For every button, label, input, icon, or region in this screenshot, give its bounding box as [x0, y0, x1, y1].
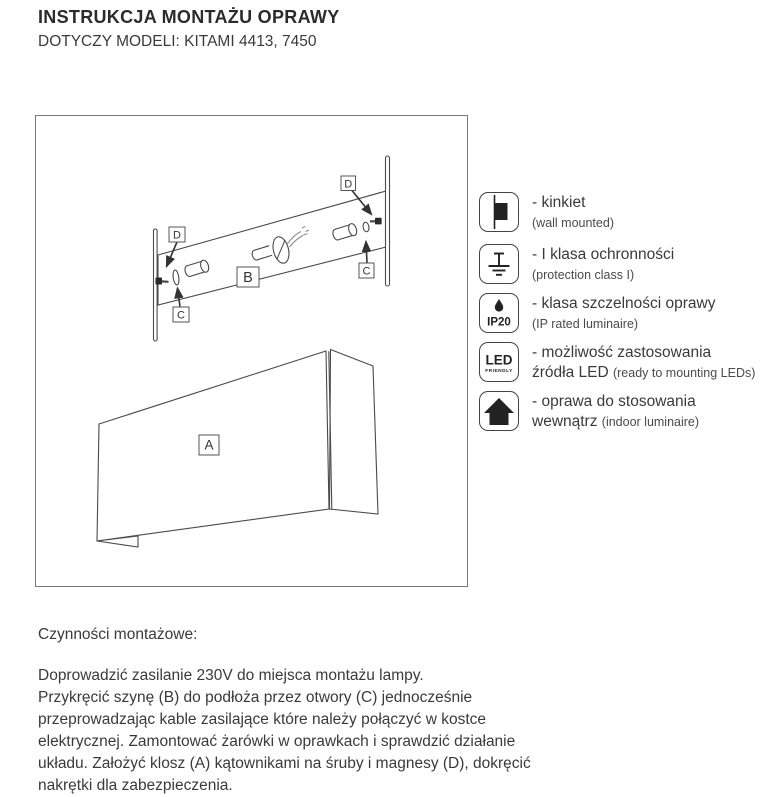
legend-label: - klasa szczelności oprawy [532, 294, 715, 314]
label-d-right: D [344, 179, 352, 191]
rail-end-plate-right [386, 156, 390, 286]
steps-line: przeprowadzając kable zasilające które należy połączyć w kostce [38, 709, 531, 731]
assembly-steps-heading: Czynności montażowe: [38, 626, 197, 644]
legend-row-indoor: - oprawa do stosowania wewnątrz (indoor luminaire) [479, 391, 699, 432]
legend-row-wall-mounted [479, 192, 614, 233]
legend-sublabel: (IP rated luminaire) [532, 317, 638, 331]
legend-label: - I klasa ochronności [532, 245, 674, 265]
rail-end-plate-left [154, 229, 158, 341]
legend-sublabel: (protection class I) [532, 268, 634, 282]
water-drop-icon [495, 299, 503, 312]
page-title: INSTRUKCJA MONTAŻU OPRAWY [38, 7, 340, 28]
assembly-diagram [35, 115, 468, 587]
led-text: LED [486, 353, 513, 368]
wall-mounted-icon [479, 192, 519, 232]
ip-rating-icon [479, 293, 519, 333]
page-subtitle: DOTYCZY MODELI: KITAMI 4413, 7450 [38, 33, 317, 51]
assembly-diagram-drawing [36, 116, 467, 586]
steps-line: nakrętki dla zabezpieczenia. [38, 775, 531, 797]
label-a: A [204, 438, 213, 453]
label-c-left: C [177, 310, 185, 322]
label-d-left: D [173, 230, 181, 242]
assembly-steps-text [38, 665, 531, 797]
legend-label: - oprawa do stosowania [532, 392, 699, 412]
label-b: B [243, 270, 253, 286]
legend-row-led-friendly: LED FRIENDLY - możliwość zastosowania źródła LED (ready to mounting LEDs) [479, 342, 755, 383]
legend-sublabel: (indoor luminaire) [602, 415, 699, 429]
steps-line: elektrycznej. Zamontować żarówki w oprawkach i sprawdzić działanie [38, 731, 531, 753]
protection-class-icon [479, 244, 519, 284]
legend-row-ip-rating [479, 293, 715, 334]
house-icon [484, 398, 514, 425]
steps-line: układu. Założyć klosz (A) kątownikami na śruby i magnesy (D), dokręcić [38, 753, 531, 775]
legend-sublabel: (wall mounted) [532, 216, 614, 230]
steps-line: Doprowadzić zasilanie 230V do miejsca montażu lampy. [38, 665, 531, 687]
ip20-text: IP20 [487, 317, 511, 329]
shade-side-face [330, 350, 379, 515]
lamp-shade [97, 350, 378, 548]
steps-line: Przykręcić szynę (B) do podłoża przez otwory (C) jednocześnie [38, 687, 531, 709]
friendly-text: FRIENDLY [485, 368, 513, 374]
legend-row-protection-class [479, 244, 674, 285]
legend-sublabel: (ready to mounting LEDs) [613, 366, 755, 380]
legend-label: - kinkiet [532, 193, 614, 213]
indoor-luminaire-icon [479, 391, 519, 431]
led-friendly-icon [479, 342, 519, 382]
label-c-right: C [363, 266, 371, 278]
legend-label: - możliwość zastosowania [532, 343, 755, 363]
